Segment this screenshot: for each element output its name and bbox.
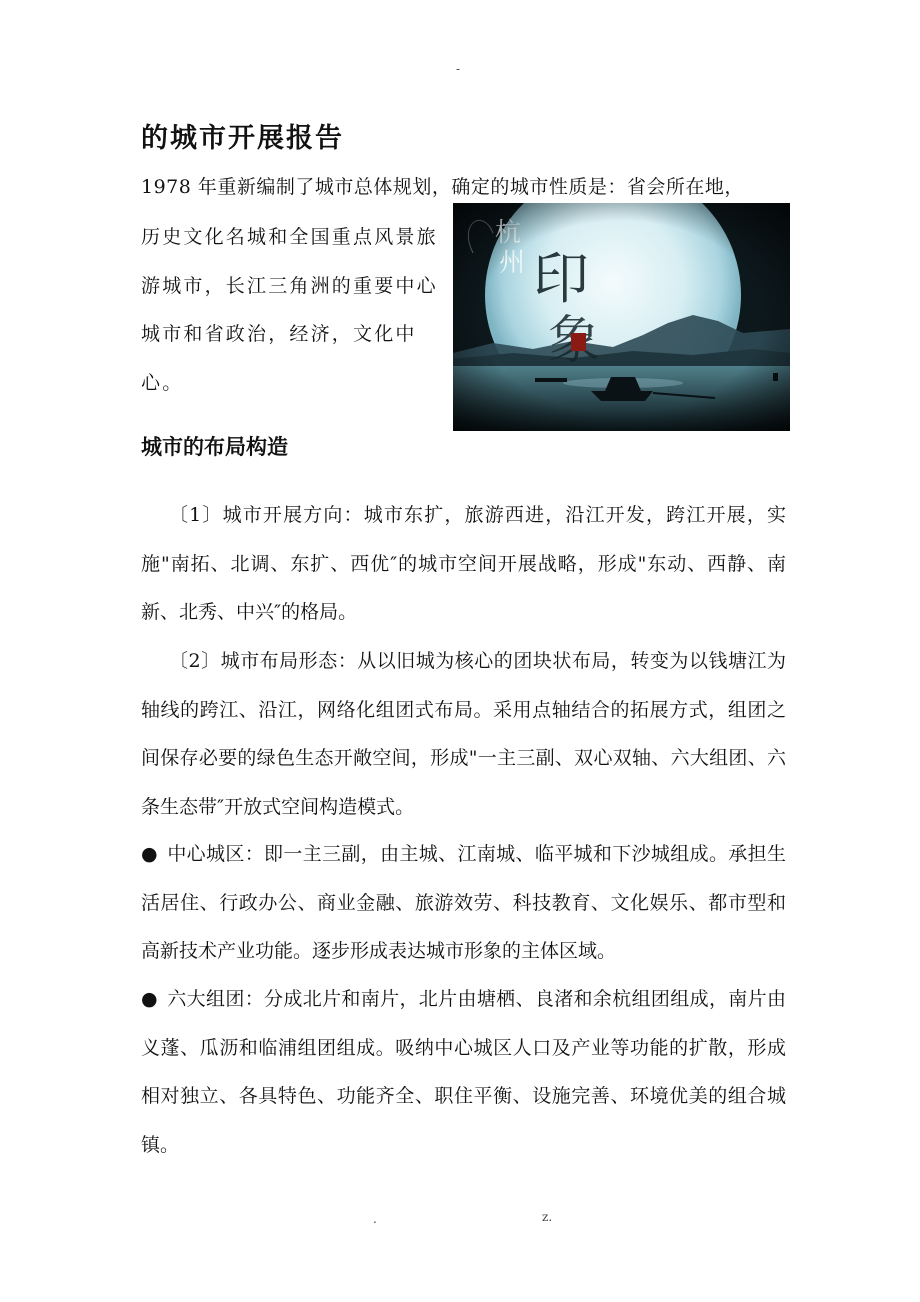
bullet-six-clusters: [141, 975, 786, 1169]
bullet-icon: ●: [141, 988, 158, 1010]
footer-right-mark: z.: [542, 1210, 553, 1224]
header-mark: -: [456, 62, 461, 76]
bullet-icon: ●: [141, 843, 158, 865]
photo-illustration: [453, 203, 790, 431]
paragraph-layout-form: 〔2〕城市布局形态：从以旧城为核心的团块状布局，转变为以钱塘江为轴线的跨江、沿江，网络化组团式布局。采用点轴结合的拓展方式，组团之间保存必要的绿色生态开敞空间，形成"一主三副、双心双轴、六大组团、六条生态带″开放式空间构造模式。: [141, 650, 786, 818]
footer-left-mark: .: [373, 1212, 377, 1226]
intro-first-line: 1978 年重新编制了城市总体规划，确定的城市性质是：省会所在地，: [141, 176, 744, 198]
bullet-central-district: [141, 830, 786, 976]
hangzhou-impression-photo: [453, 203, 790, 431]
section-title: 城市的布局构造: [141, 435, 288, 459]
bullet-text: 六大组团：分成北片和南片，北片由塘栖、良渚和余杭组团组成，南片由义蓬、瓜沥和临浦组团组成。吸纳中心城区人口及产业等功能的扩散，形成相对独立、各具特色、功能齐全、职住平衡、设施完善、环境优美的组合城镇。: [141, 988, 786, 1156]
paragraph-direction: 〔1〕城市开展方向：城市东扩，旅游西进，沿江开发，跨江开展，实施"南拓、北调、东扩、西优″的城市空间开展战略，形成"东动、西静、南新、北秀、中兴″的格局。: [141, 504, 786, 623]
document-title: 的城市开展报告: [141, 123, 344, 154]
bullet-text: 中心城区：即一主三副，由主城、江南城、临平城和下沙城组成。承担生活居住、行政办公、商业金融、旅游效劳、科技教育、文化娱乐、都市型和高新技术产业功能。逐步形成表达城市形象的主体区域。: [141, 843, 786, 962]
intro-wrapped-text: 历史文化名城和全国重点风景旅游城市，长江三角洲的重要中心城市和省政治，经济，文化中心。: [141, 226, 438, 394]
